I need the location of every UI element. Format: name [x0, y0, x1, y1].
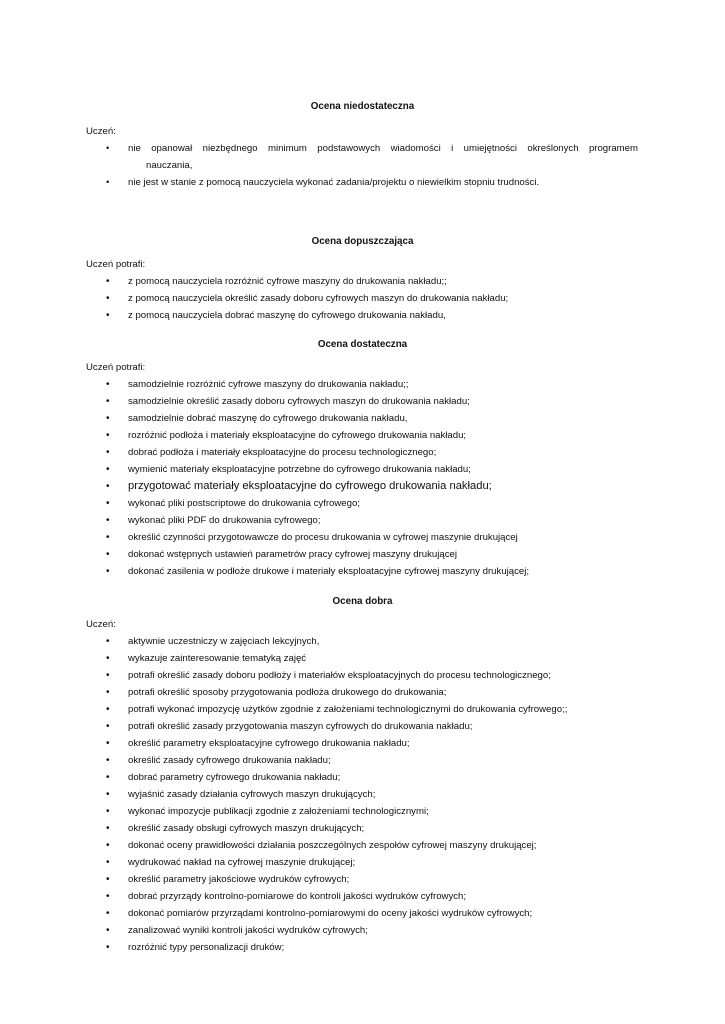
bullet: • [106, 379, 110, 390]
list-item [0, 786, 725, 803]
bullet: • [106, 772, 110, 783]
bullet: • [106, 925, 110, 936]
list-item-text: określić czynności przygotowawcze do procesu drukowania w cyfrowej maszynie drukującej [128, 532, 518, 543]
bullet: • [106, 515, 110, 526]
list-item [0, 939, 725, 956]
section-lead-niedostateczna: Uczeń: [86, 126, 116, 137]
list-item [0, 546, 725, 563]
bullet: • [106, 310, 110, 321]
bullet: • [106, 293, 110, 304]
list-item [0, 529, 725, 546]
bullet: • [106, 908, 110, 919]
list-item [0, 718, 725, 735]
bullet: • [106, 840, 110, 851]
list-item-text: aktywnie uczestniczy w zajęciach lekcyjnych, [128, 636, 320, 647]
list-item-text: z pomocą nauczyciela rozróżnić cyfrowe maszyny do drukowania nakładu;; [128, 276, 447, 287]
list-item-text: rozróżnić typy personalizacji druków; [128, 942, 285, 953]
list-item-text: wyjaśnić zasady działania cyfrowych maszyn drukujących; [128, 789, 376, 800]
list-item [0, 684, 725, 701]
section-title-dobra: Ocena dobra [332, 596, 393, 607]
list-item [0, 444, 725, 461]
list-item [0, 633, 725, 650]
bullet: • [106, 430, 110, 441]
list-item-text: przygotować materiały eksploatacyjne do cyfrowego drukowania nakładu; [128, 480, 492, 492]
list-item-text: dokonać oceny prawidłowości działania poszczególnych zespołów cyfrowej maszyny drukującej; [128, 840, 537, 851]
bullet: • [106, 874, 110, 885]
list-item-line: nauczania, [146, 160, 193, 171]
list-item [0, 290, 725, 307]
bullet: • [106, 481, 110, 492]
list-item [0, 854, 725, 871]
list-item-text: z pomocą nauczyciela określić zasady doboru cyfrowych maszyn do drukowania nakładu; [128, 293, 509, 304]
bullet: • [106, 276, 110, 287]
bullet: • [106, 823, 110, 834]
bullet: • [106, 143, 110, 154]
list-item-text: dokonać wstępnych ustawień parametrów pracy cyfrowej maszyny drukującej [128, 549, 457, 560]
list-item-text: wymienić materiały eksploatacyjne potrzebne do cyfrowego drukowania nakładu; [128, 464, 471, 475]
bullet: • [106, 177, 110, 188]
bullet: • [106, 687, 110, 698]
bullet: • [106, 738, 110, 749]
section-title-dopuszczajaca: Ocena dopuszczająca [311, 236, 414, 247]
list-item-text: określić parametry eksploatacyjne cyfrowego drukowania nakładu; [128, 738, 410, 749]
list-item-text: wykonać pliki PDF do drukowania cyfrowego; [128, 515, 321, 526]
bullet: • [106, 636, 110, 647]
list-item-text: wykazuje zainteresowanie tematyką zajęć [128, 653, 307, 664]
list-item-text: samodzielnie określić zasady doboru cyfrowych maszyn do drukowania nakładu; [128, 396, 470, 407]
bullet: • [106, 532, 110, 543]
list-dopuszczajaca [0, 273, 725, 324]
list-item-text: dobrać parametry cyfrowego drukowania nakładu; [128, 772, 341, 783]
list-item [0, 512, 725, 529]
list-item [0, 461, 725, 478]
section-title-niedostateczna: Ocena niedostateczna [310, 101, 415, 112]
list-item-text: samodzielnie rozróżnić cyfrowe maszyny do drukowania nakładu;; [128, 379, 409, 390]
list-item [0, 905, 725, 922]
bullet: • [106, 566, 110, 577]
bullet: • [106, 447, 110, 458]
bullet: • [106, 549, 110, 560]
list-item-text: zanalizować wyniki kontroli jakości wydruków cyfrowych; [128, 925, 368, 936]
bullet: • [106, 413, 110, 424]
list-item [0, 307, 725, 324]
list-item-text: dokonać zasilenia w podłoże drukowe i materiały eksploatacyjne cyfrowej maszyny drukującej; [128, 566, 529, 577]
list-item [0, 427, 725, 444]
list-item [0, 650, 725, 667]
list-item-text: rozróżnić podłoża i materiały eksploatacyjne do cyfrowego drukowania nakładu; [128, 430, 467, 441]
bullet: • [106, 789, 110, 800]
list-dostateczna [0, 376, 725, 580]
list-item-text: dobrać podłoża i materiały eksploatacyjne do procesu technologicznego; [128, 447, 437, 458]
list-item [0, 888, 725, 905]
list-item-text: wykonać impozycje publikacji zgodnie z założeniami technologicznymi; [128, 806, 429, 817]
bullet: • [106, 498, 110, 509]
bullet: • [106, 721, 110, 732]
section-lead-dobra: Uczeń: [86, 619, 116, 630]
bullet: • [106, 396, 110, 407]
list-item [0, 273, 725, 290]
list-item-text: określić zasady obsługi cyfrowych maszyn drukujących; [128, 823, 365, 834]
list-item [0, 376, 725, 393]
bullet: • [106, 891, 110, 902]
list-item [0, 871, 725, 888]
bullet: • [106, 942, 110, 953]
list-item [0, 922, 725, 939]
list-item-text: wydrukować nakład na cyfrowej maszynie drukującej; [128, 857, 356, 868]
list-item [0, 701, 725, 718]
list-item [0, 393, 725, 410]
bullet: • [106, 464, 110, 475]
list-item [0, 735, 725, 752]
list-item [0, 752, 725, 769]
list-item [0, 478, 725, 495]
list-dobra [0, 633, 725, 956]
bullet: • [106, 670, 110, 681]
list-item-line: nie opanował niezbędnego minimum podstawowych wiadomości i umiejętności określonych programem [128, 143, 638, 154]
bullet: • [106, 653, 110, 664]
list-item-text: potrafi określić zasady doboru podłoży i materiałów eksploatacyjnych do procesu technologicznego; [128, 670, 551, 681]
list-item [0, 410, 725, 427]
list-item-text: określić parametry jakościowe wydruków cyfrowych; [128, 874, 350, 885]
list-item [0, 837, 725, 854]
list-item-text: potrafi wykonać impozycję użytków zgodnie z założeniami technologicznymi do drukowania cyfrowego;; [128, 704, 568, 715]
list-item: nie jest w stanie z pomocą nauczyciela wykonać zadania/projektu o niewielkim stopniu trudności. [128, 177, 540, 188]
bullet: • [106, 857, 110, 868]
list-item-text: dobrać przyrządy kontrolno-pomiarowe do kontroli jakości wydruków cyfrowych; [128, 891, 467, 902]
list-item-text: wykonać pliki postscriptowe do drukowania cyfrowego; [128, 498, 360, 509]
list-item [0, 667, 725, 684]
list-item-text: dokonać pomiarów przyrządami kontrolno-pomiarowymi do oceny jakości wydruków cyfrowych; [128, 908, 533, 919]
list-item-text: samodzielnie dobrać maszynę do cyfrowego drukowania nakładu, [128, 413, 408, 424]
list-item [0, 803, 725, 820]
list-item-text: z pomocą nauczyciela dobrać maszynę do cyfrowego drukowania nakładu, [128, 310, 446, 321]
list-item [0, 820, 725, 837]
bullet: • [106, 755, 110, 766]
section-lead-dostateczna: Uczeń potrafi: [86, 362, 146, 373]
section-title-dostateczna: Ocena dostateczna [317, 339, 408, 350]
list-item-text: określić zasady cyfrowego drukowania nakładu; [128, 755, 331, 766]
list-item [0, 495, 725, 512]
list-item-text: potrafi określić zasady przygotowania maszyn cyfrowych do drukowania nakładu; [128, 721, 473, 732]
list-item [0, 769, 725, 786]
section-lead-dopuszczajaca: Uczeń potrafi: [86, 259, 146, 270]
list-item-text: potrafi określić sposoby przygotowania podłoża drukowego do drukowania; [128, 687, 447, 698]
bullet: • [106, 704, 110, 715]
bullet: • [106, 806, 110, 817]
list-item [0, 563, 725, 580]
